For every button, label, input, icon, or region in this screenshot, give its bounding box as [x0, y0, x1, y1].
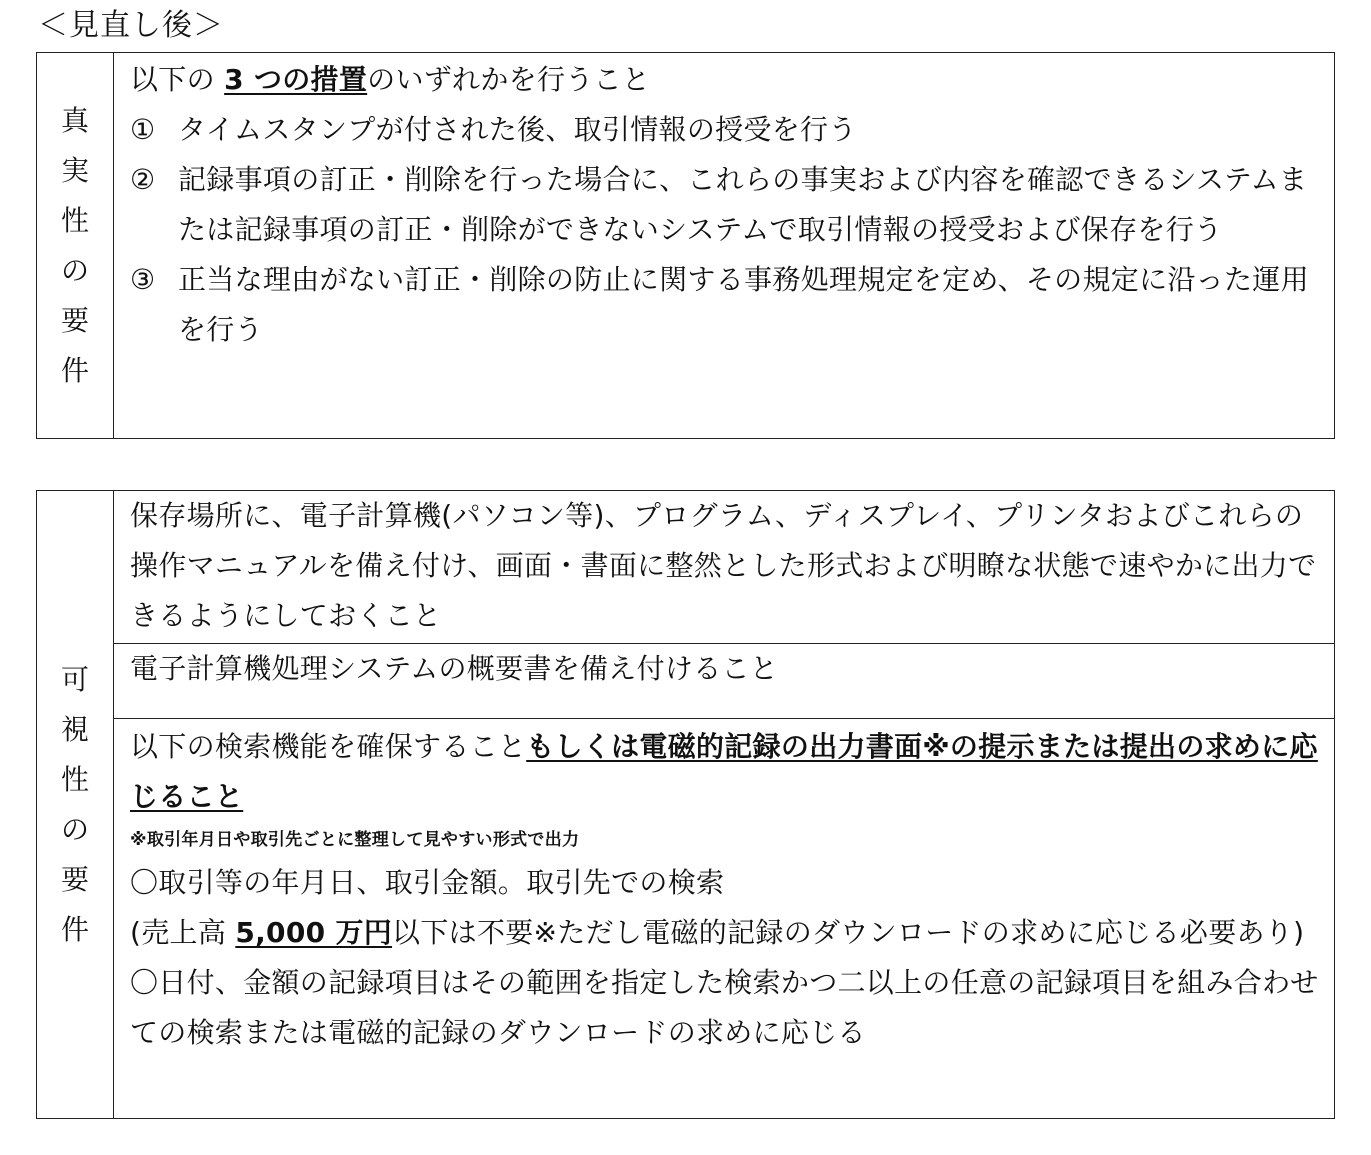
table-row — [37, 644, 1335, 719]
authenticity-requirements-table — [36, 52, 1335, 439]
page-heading: ＜見直し後＞ — [38, 8, 224, 43]
item-text: 正当な理由がない訂正・削除の防止に関する事務処理規定を定め、その規定に沿った運用を行う — [178, 263, 1309, 346]
visibility-side-cell — [37, 491, 114, 1119]
visibility-row2-text: 電子計算機処理システムの概要書を備え付けること — [130, 652, 779, 685]
item-text: タイムスタンプが付された後、取引情報の授受を行う — [178, 113, 857, 146]
lead-plain: 以下の検索機能を確保すること — [130, 730, 527, 763]
authenticity-side-cell — [37, 53, 114, 439]
table-row — [37, 491, 1335, 644]
authenticity-intro — [130, 55, 1320, 105]
intro-emphasis: 3 つの措置 — [224, 63, 368, 96]
authenticity-side-label: 真実性の要件 — [60, 103, 89, 387]
exemption-text — [130, 908, 1320, 958]
list-item — [130, 105, 1320, 155]
exempt-suffix: 以下は不要※ただし電磁的記録のダウンロードの求めに応じる必要あり) — [392, 916, 1305, 949]
exempt-emphasis: 5,000 万円 — [235, 916, 393, 949]
visibility-requirements-table — [36, 490, 1335, 1119]
authenticity-content-cell — [114, 53, 1335, 439]
visibility-row1-text: 保存場所に、電子計算機(パソコン等)、プログラム、ディスプレイ、プリンタおよびこれらの操作マニュアルを備え付け、画面・書面に整然とした形式および明瞭な状態で速やかに出力できるようにしておくこと — [130, 499, 1317, 632]
exempt-prefix: (売上高 — [130, 916, 236, 949]
search-item-2: 〇日付、金額の記録項目はその範囲を指定した検索かつ二以上の任意の記録項目を組み合わせての検索または電磁的記録のダウンロードの求めに応じる — [130, 966, 1319, 1049]
visibility-side-label: 可視性の要件 — [60, 662, 89, 946]
visibility-row1-cell — [114, 491, 1335, 644]
table-row — [37, 719, 1335, 1119]
lead-emphasis: もしくは電磁的記録の出力書面※の提示または提出の求めに応じること — [130, 730, 1318, 813]
visibility-row2-cell — [114, 644, 1335, 719]
item-number: ③ — [130, 263, 156, 296]
item-number: ① — [130, 113, 156, 146]
intro-prefix: 以下の — [130, 63, 225, 96]
list-item — [130, 255, 1320, 355]
search-requirement-lead — [130, 722, 1320, 822]
list-item — [130, 155, 1320, 255]
visibility-row3-cell — [114, 719, 1335, 1119]
item-text: 記録事項の訂正・削除を行った場合に、これらの事実および内容を確認できるシステムまたは記録事項の訂正・削除ができないシステムで取引情報の授受および保存を行う — [178, 163, 1308, 246]
item-number: ② — [130, 163, 156, 196]
table-row — [37, 53, 1335, 439]
output-note: ※取引年月日や取引先ごとに整理して見やすい形式で出力 — [130, 830, 580, 850]
search-item-1: 〇取引等の年月日、取引金額。取引先での検索 — [130, 866, 725, 899]
intro-suffix: のいずれかを行うこと — [367, 63, 651, 96]
